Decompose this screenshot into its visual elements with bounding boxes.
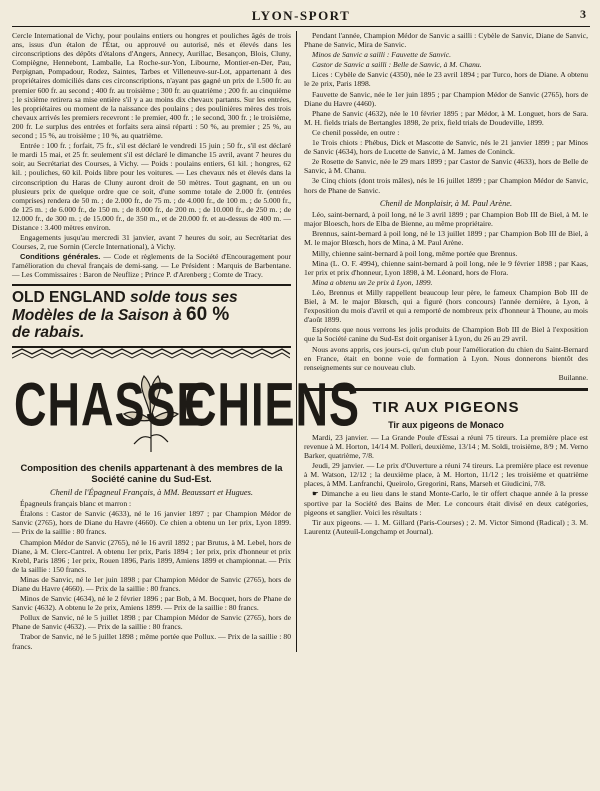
chenil-heading: Chenil de l'Épagneul Français, à MM. Beaussart et Hugues.	[50, 487, 253, 497]
old-england-ad	[12, 284, 291, 344]
intro-paragraph: Engagements jusqu'au mercredi 31 janvier, avant 7 heures du soir, au Secrétariat des Courses, 2, rue Sornin (Cercle International), à Vichy.	[12, 233, 291, 252]
ad-brand: OLD ENGLAND	[12, 288, 126, 306]
sanvic-paragraph: Pendant l'année, Champion Médor de Sanvic a sailli : Cybèle de Sanvic, Diane de Sanvic, Phane de Sanvic, Mira de Sanvic.	[304, 31, 588, 50]
chenil-paragraph: Trabor de Sanvic, né le 5 juillet 1898 ; même portée que Pollux. — Prix de la saillie : 80 francs.	[12, 632, 291, 651]
tir-paragraph-text: Dimanche a eu lieu dans le stand Monte-Carlo, le tir offert chaque année à la presse sportive par la Société des Bains de Mer. Le concours était divisé en deux catégories, pigeons et sanglier. Voici les résultats :	[304, 489, 588, 517]
chenil-paragraph: Minas de Sanvic, né le 1er juin 1898 ; par Champion Médor de Sanvic (2765), hors de Diane du Havre (4660). — Prix de la saillie : 80 francs.	[12, 574, 291, 593]
montplaisir-paragraph: Léo, Brennus et Milly rappellent beaucoup leur père, le fameux Champion Bob III de Biel, à M. le major Blœsch, qui a figuré (hors concours) l'année dernière, à Lyon, à l'exposition du mois d'avril et qui a remporté de nombreux prix d'honneur à Thoune, au mois d'août 1899.	[304, 287, 588, 325]
sanvic-paragraph: 3e Cinq chiots (dont trois mâles), nés le 16 juillet 1899 ; par Champion Médor de Sanvic, hors de Phane de Sanvic.	[304, 176, 588, 195]
conditions-text: — Code et règlements de la Société d'Encouragement pour l'amélioration du cheval français de demi-sang. — Le Président : Marquis de Barbentane. — Les Commissaires : Baron de Neuflize ; Prince P. d'Arenberg ; Comte de Tracy.	[12, 252, 292, 280]
montplaisir-paragraph: Mina (L. O. F. 4994), chienne saint-bernard à poil long, née le 9 février 1898 ; par Kaas, 1er prix et prix d'honneur, Lyon 1898, à M. Léonard, hors de Flora.	[304, 258, 588, 277]
tir-paragraph	[304, 489, 588, 516]
montplaisir-paragraph: Nous avons appris, ces jours-ci, qu'un club pour l'amélioration du chien du Saint-Bernard en France, était en bonne voie de formation à Lyon. Nous donnerons bientôt des renseignements sur ce nouveau club.	[304, 344, 588, 372]
tir-paragraph: Tir aux pigeons. — 1. M. Gillard (Paris-Courses) ; 2. M. Victor Simond (Radical) ; 3. M. Laurentz (Auteuil-Longchamp et Journal).	[304, 517, 588, 536]
hand-pointer-icon: ☛	[312, 489, 319, 499]
chasse-chiens-banner	[12, 346, 361, 460]
ad-line-1-italic: solde tous ses	[129, 288, 238, 306]
right-column	[296, 31, 588, 652]
sanvic-paragraph: Minos de Sanvic a sailli : Fauvette de Sanvic.	[312, 50, 451, 60]
montplaisir-heading: Chenil de Monplaisir, à M. Paul Arène.	[379, 198, 513, 208]
signature: Builanne.	[558, 372, 588, 382]
montplaisir-paragraph: Léo, saint-bernard, à poil long, né le 3 avril 1899 ; par Champion Bob III de Biel, à M. le major Bloesch, hors de Elba de Bienne, au même propriétaire.	[304, 210, 588, 229]
montplaisir-paragraph: Mina a obtenu un 2e prix à Lyon, 1899.	[312, 277, 433, 287]
page-number: 3	[580, 7, 586, 21]
tir-paragraph: Jeudi, 29 janvier. — Le prix d'Ouverture a réuni 74 tireurs. La première place est revenue à M. Watson, 12/12 ; la deuxième place, à M. Horton, 11/12 ; les troisième et quatrième places, à MM. Lanfranchi, Queirolo, Gregorini, Rans, Marseh et Giudicini, 7/8.	[304, 461, 588, 489]
chenil-paragraph: Étalons : Castor de Sanvic (4633), né le 16 janvier 1897 ; par Champion Médor de Sanvic (2765), hors de Diane du Havre (4660). Ce chien a obtenu un 1er prix, Lyon 1899. — Prix de la saillie : 80 francs.	[12, 509, 291, 537]
sanvic-paragraph: Lices : Cybèle de Sanvic (4350), née le 23 avril 1894 ; par Turco, hors de Diane. A obtenu le 2e prix, Paris 1898.	[304, 70, 588, 89]
ad-line-3: de rabais.	[12, 323, 85, 341]
chasse-word: CHASSE	[14, 369, 208, 439]
montplaisir-paragraph: Milly, chienne saint-bernard à poil long, même portée que Brennus.	[312, 248, 518, 258]
sanvic-paragraph: 1e Trois chiots : Phébus, Dick et Mascotte de Sanvic, nés le 21 janvier 1899 ; par Minos de Sanvic (4634), hors de Lucette de Sanvic, à M. James de Coninck.	[304, 138, 588, 157]
chenil-paragraph: Minos de Sanvic (4634), né le 2 février 1896 ; par Bob, à M. Bocquet, hors de Phane de Sanvic (4632). A obtenu le 2e prix, Amiens 1899. — Prix de la saillie : 80 francs.	[12, 594, 291, 613]
tir-title: TIR AUX PIGEONS	[372, 398, 520, 416]
tir-paragraph: Mardi, 23 janvier. — La Grande Poule d'Essai a réuni 75 tireurs. La première place est revenue à M. Horton, 14/14 M. Polleri, deuxième, 13/14 ; M. Soldi, troisième, 8/9 ; M. Verno Barker, quatrième, 7/8.	[304, 432, 588, 461]
masthead	[12, 6, 590, 27]
newspaper-title: LYON-SPORT	[251, 8, 351, 23]
chenil-paragraph: Épagneuls français blanc et marron :	[20, 499, 132, 509]
sanvic-paragraph: Phane de Sanvic (4632), née le 10 février 1895 ; par Médor, à M. Longuet, hors de Sara. M. H. fields trials de Bertangles 1898, 2e prix, field trials de Doudeville, 1899.	[304, 108, 588, 127]
montplaisir-paragraph: Brennus, saint-bernard à poil long, né le 13 juillet 1899 ; par Champion Bob III de Biel, à M. le major Blœsch, hors de Mina, à M. Paul Arène.	[304, 229, 588, 248]
intro-paragraph: Cercle International de Vichy, pour poulains entiers ou hongres et pouliches âgés de trois ans, issus d'un étalon de l'État, ou approuvé ou autorisé, nés et élevés dans les circonscriptions des dépôts d'étalons d'Angers, Annecy, Aurillac, Besançon, Blois, Cluny, Compiègne, Hennebont, Lamballe, La Roche-sur-Yon, Libourne, Montier-en-Der, Pau, Perpignan, Pompadour, Rodez, Saintes, Tarbes et Villeneuve-sur-Lot, appartenant à des propriétaires domiciliés dans ces circonscriptions, n'ayant pas gagné un prix de 1.500 fr. au premier 600 fr. au second ; 400 fr. au troisième ; 300 fr. au quatrième ; 200 fr. au cinquième ; le sixième retirera sa mise entière s'il y a au moins dix chevaux partants. Sur les entrées, les propriétaires ou moment de la naissance des poulains ; des poulinières mères des trois chevaux arrivés les premiers recevront : le premier, 400 fr. ; le second, 300 fr. ; le troisième, 200 fr. Le surplus des entrées et forfaits sera ainsi réparti : 50 %, au premier ; 25 %, au second ; 15 %, au troisième ; 10 %, au quatrième.	[12, 31, 291, 141]
ad-line-1	[12, 289, 291, 306]
sanvic-paragraph: 2e Rosette de Sanvic, née le 29 mars 1899 ; par Castor de Sanvic (4633), hors de Belle de Sanvic, à M. Chanu.	[304, 157, 588, 176]
ad-line-2	[12, 303, 291, 325]
composition-title: Composition des chenils appartenant à des membres de la Société canine du Sud-Est.	[20, 461, 283, 484]
columns	[12, 31, 590, 652]
sanvic-paragraph: Fauvette de Sanvic, née le 1er juin 1895 ; par Champion Médor de Sanvic (2765), hors de Diane du Havre (4460).	[304, 89, 588, 108]
conditions-label: Conditions générales.	[20, 252, 101, 262]
chenil-paragraph: Champion Médor de Sanvic (2765), né le 16 avril 1892 ; par Brutus, à M. Lebel, hors de Diane, à M. Clerc-Cantrel. A obtenu 1er prix, Paris 1894 ; 1er prix, prix d'honneur et prix Krebl, Paris 1896 ; 1er prix, Rouen 1896, Paris 1899, Amiens 1899 et championnat. — Prix de la saillie : 150 francs.	[12, 537, 291, 574]
conditions-paragraph	[12, 252, 291, 279]
sanvic-paragraph: Castor de Sanvic a sailli : Belle de Sanvic, à M. Chanu.	[312, 60, 482, 70]
ad-line-2-text: Modèles de la Saison à	[12, 306, 182, 324]
tir-subtitle: Tir aux pigeons de Monaco	[388, 419, 504, 430]
ad-percent: 60 %	[186, 303, 230, 325]
sanvic-paragraph: Ce chenil possède, en outre :	[312, 127, 400, 137]
montplaisir-paragraph: Espérons que nous verrons les jolis produits de Champion Bob III de Biel à l'exposition que la Société canine du Sud-Est doit organiser à Lyon, du 26 au 29 avril.	[304, 325, 588, 344]
intro-paragraph: Entrée : 100 fr. ; forfait, 75 fr., s'il est déclaré le vendredi 15 juin ; 50 fr., s'il est déclaré le mardi 15 mai, et 25 fr. seulement s'il est déclaré le dimanche 15 avril, avant 7 heures du soir, au Secrétariat des Courses, à Vichy. — Poids : poulains entiers, 61 kil. ; hongres, 62 kil. ; pouliches, 60 kil. Poids libre pour les voitures. — Les chevaux nés et élevés dans la circonscription du Haras de Cluny auront droit de 50 mètres. Tout gagnant, en un ou plusieurs prix de quelque ordre que ce soit, d'une somme totale de 2.000 fr. (entrées comprises) rendera de 50 m. ; de 2.000 fr., de 75 m. ; de 4.000 fr., de 100 m. ; de 5.000 fr., de 125 m. ; de 6.000 fr., de 150 m. ; de 8.000 fr., de 200 m. ; de 10.000 fr., de 250 m. ; de 12.000 fr., de 300 m. ; de 15.000 fr., de 350 m., et de 20.000 fr. et au-dessus de 400 m. — Distance : 3.400 mètres environ.	[12, 141, 291, 232]
chenil-paragraph: Pollux de Sanvic, né le 5 juillet 1898 ; par Champion Médor de Sanvic (2765), hors de Phane de Sanvic (4632). — Prix de la saillie : 80 francs.	[12, 613, 291, 632]
chiens-word: CHIENS	[184, 369, 361, 439]
